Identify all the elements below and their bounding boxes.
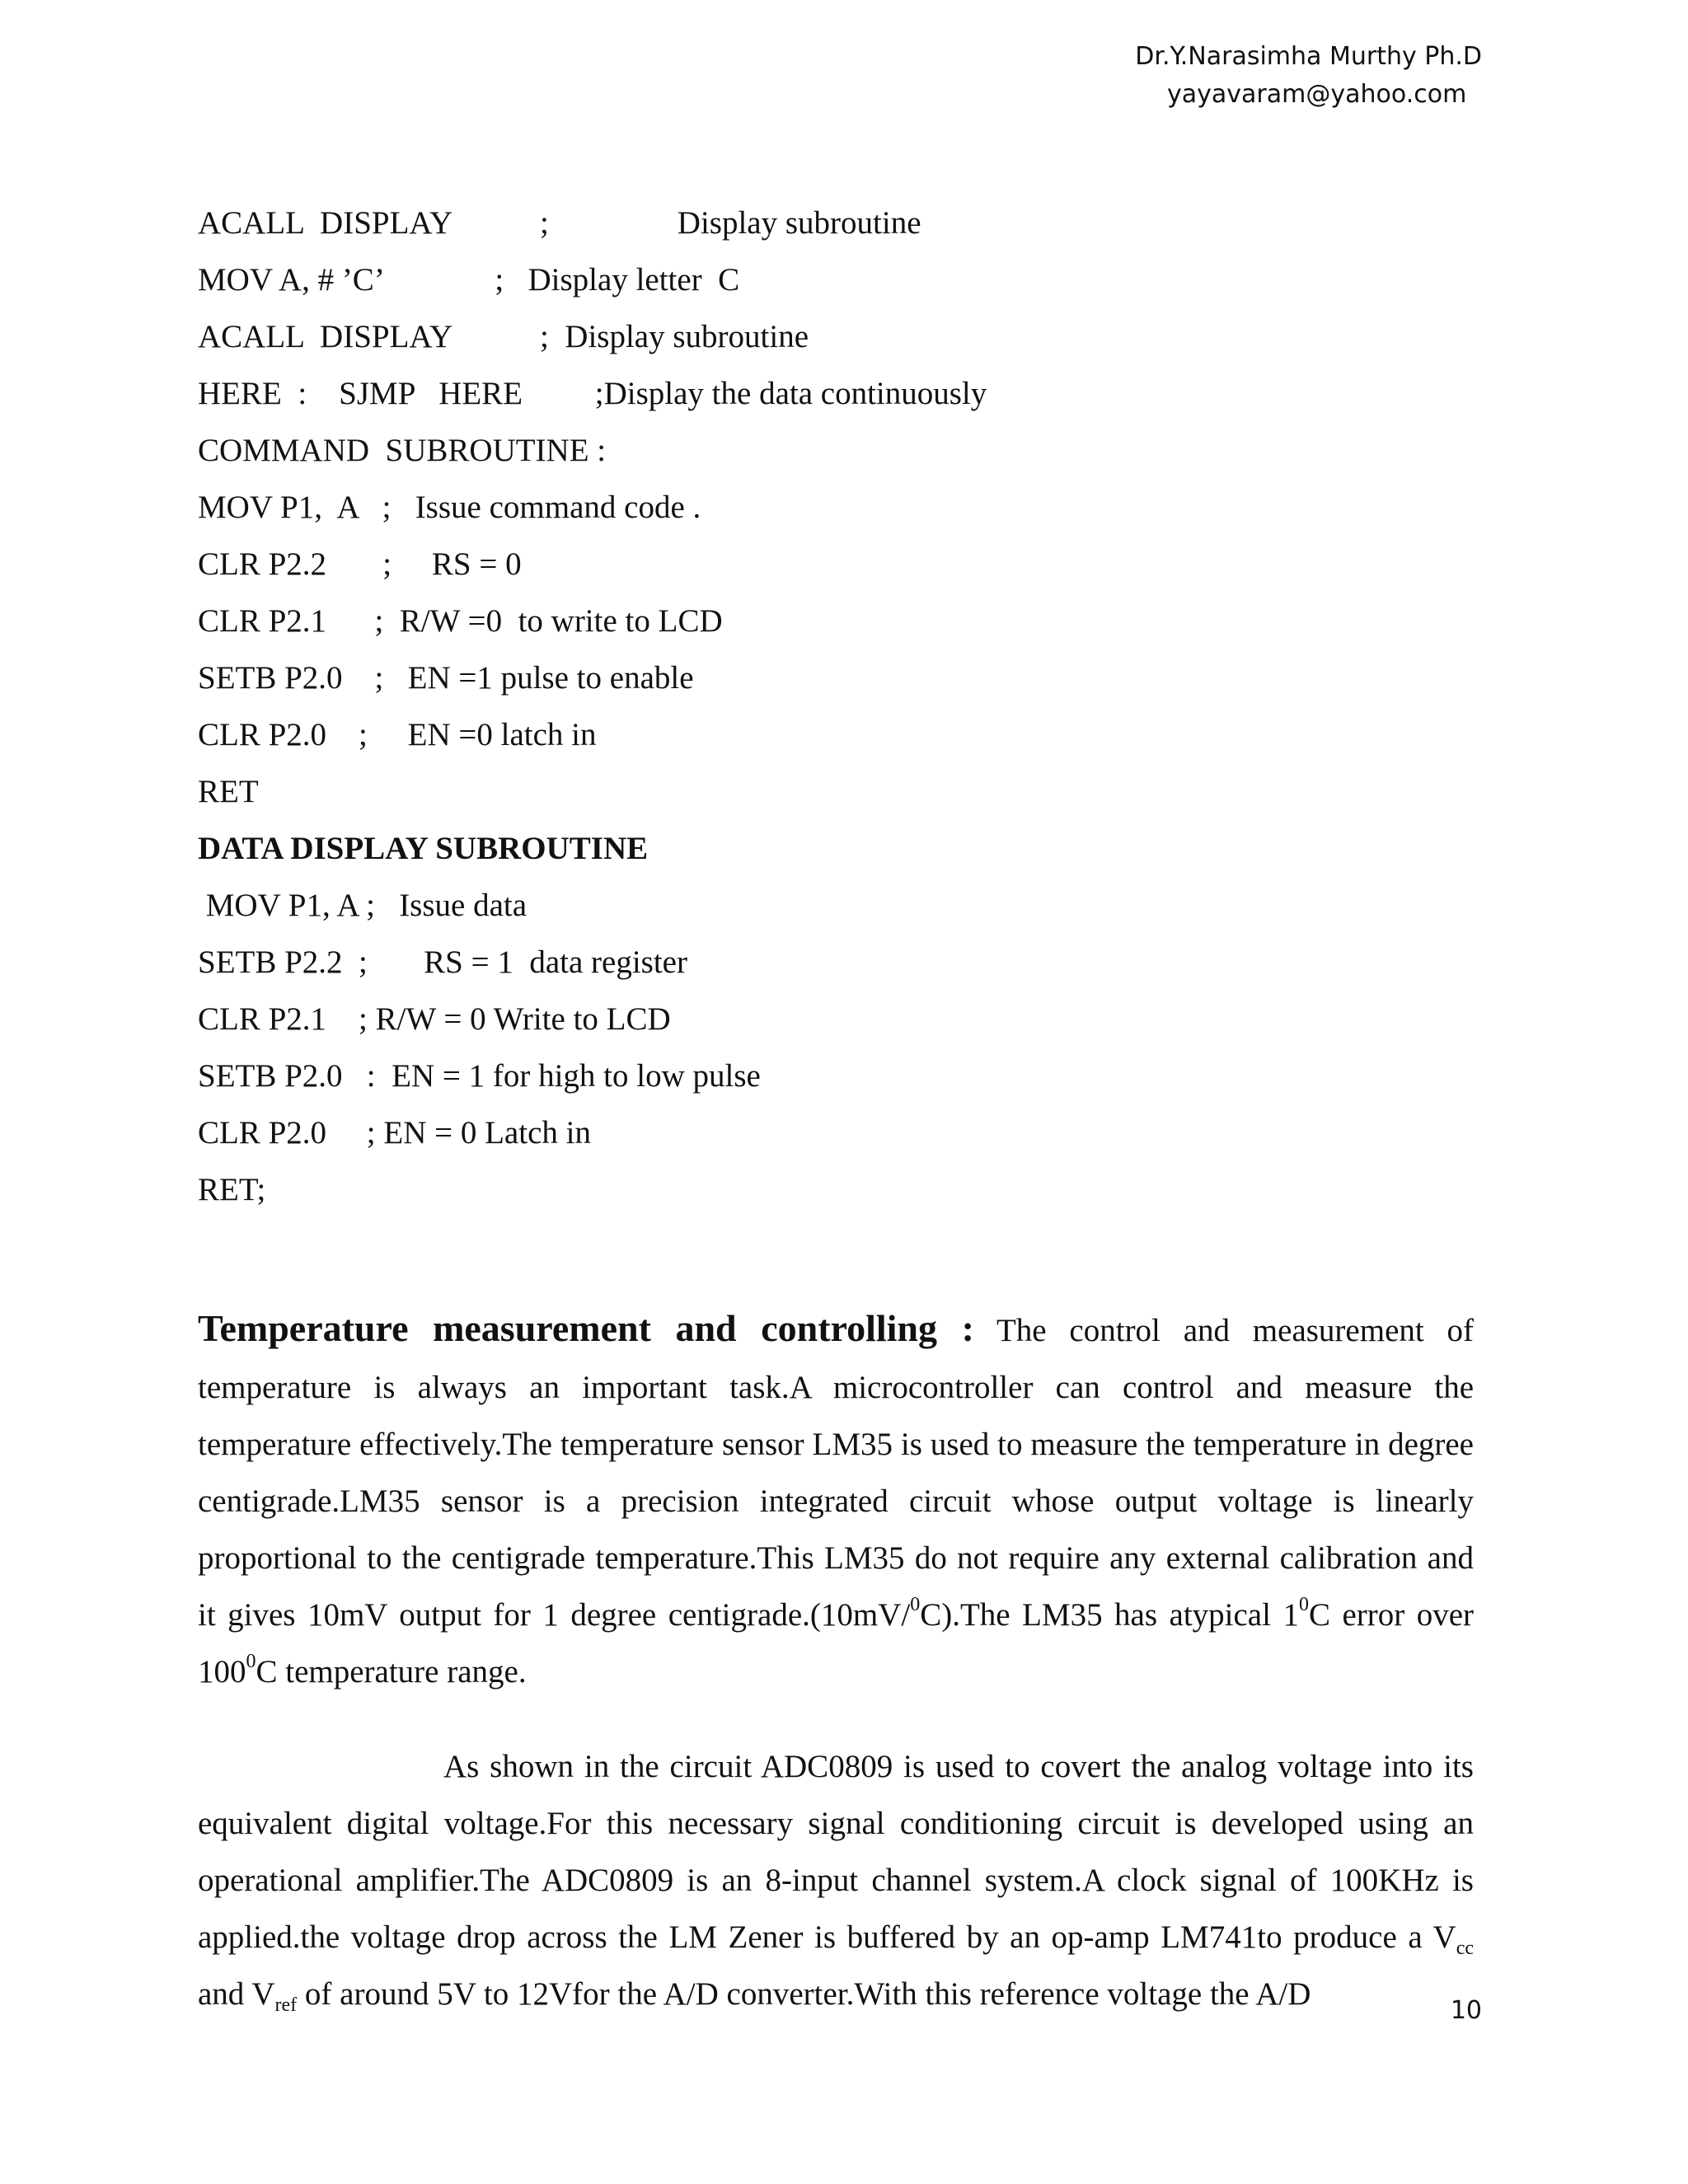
degree-superscript: 0 (246, 1651, 256, 1672)
code-line: ACALL DISPLAY ; Display subroutine (198, 205, 921, 241)
code-line: MOV A, # ’C’ ; Display letter C (198, 262, 740, 298)
code-line: CLR P2.0 ; EN = 0 Latch in (198, 1115, 591, 1151)
paragraph-text: C).The LM35 has atypical 1 (920, 1597, 1299, 1633)
adc-paragraph (198, 1738, 1474, 2022)
code-line: MOV P1, A ; Issue command code . (198, 490, 701, 525)
code-line: CLR P2.1 ; R/W = 0 Write to LCD (198, 1001, 671, 1037)
degree-superscript: 0 (910, 1594, 921, 1615)
paragraph-text: and V (198, 1976, 275, 2012)
degree-superscript: 0 (1298, 1594, 1309, 1615)
code-line: ACALL DISPLAY ; Display subroutine (198, 319, 809, 354)
paragraph-text: The control and measurement of temperature is always an important task.A microcontroller can control and measure the temperature effectively.The temperature sensor LM35 is used to measure the temperature in degree centigrade.LM35 sensor is a precision integrated circuit whose output voltage is linearly proportional to the centigrade temperature.This LM35 do not require any external calibration and it gives 10mV output for 1 degree centigrade.(10mV/ (198, 1313, 1474, 1633)
code-line: MOV P1, A ; Issue data (198, 888, 528, 923)
code-section-heading: DATA DISPLAY SUBROUTINE (198, 831, 649, 866)
code-line: HERE : SJMP HERE ;Display the data continuously (198, 376, 987, 411)
code-line: RET (198, 774, 259, 809)
section-heading: Temperature measurement and controlling : (198, 1307, 974, 1349)
code-line: CLR P2.1 ; R/W =0 to write to LCD (198, 603, 723, 639)
temperature-paragraph (198, 1300, 1474, 1700)
subscript: ref (274, 1994, 298, 2016)
subscript: cc (1456, 1938, 1474, 1959)
page-header (1135, 38, 1482, 114)
code-line: SETB P2.2 ; RS = 1 data register (198, 944, 687, 980)
paragraph-text: of around 5V to 12Vfor the A/D converter.With this reference voltage the A/D (297, 1976, 1311, 2012)
code-line: CLR P2.0 ; EN =0 latch in (198, 717, 597, 752)
author-email: yayavaram@yahoo.com (1167, 80, 1467, 109)
paragraph-text: C error over 100 (198, 1597, 1474, 1690)
code-line: SETB P2.0 : EN = 1 for high to low pulse (198, 1058, 761, 1094)
code-line: SETB P2.0 ; EN =1 pulse to enable (198, 660, 694, 696)
paragraph-text: C temperature range. (256, 1654, 527, 1690)
author-name: Dr.Y.Narasimha Murthy Ph.D (1135, 42, 1482, 71)
code-line: RET; (198, 1172, 266, 1207)
code-line: CLR P2.2 ; RS = 0 (198, 546, 522, 582)
assembly-code-listing (198, 194, 1484, 1218)
page-number: 10 (1450, 1996, 1482, 2025)
paragraph-text: As shown in the circuit ADC0809 is used to covert the analog voltage into its equivalent digital voltage.For this necessary signal conditioning circuit is developed using an operational amplifier.The ADC0809 is an 8-input channel system.A clock signal of 100KHz is applied.the voltage drop across the LM Zener is buffered by an op-amp LM741to produce a V (198, 1749, 1474, 1955)
code-line: COMMAND SUBROUTINE : (198, 433, 607, 468)
